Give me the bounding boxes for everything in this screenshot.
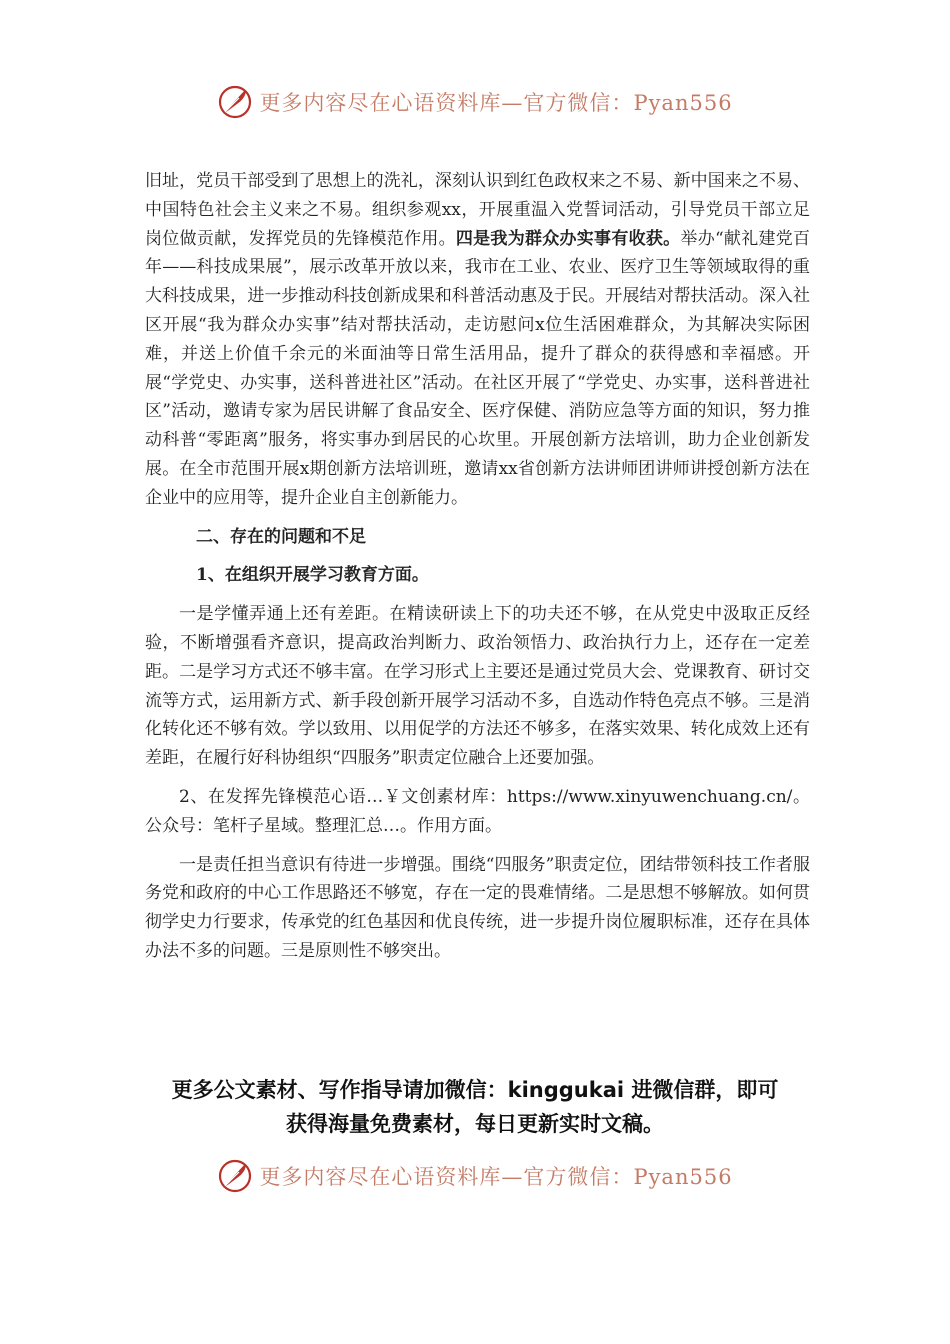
bold-phrase: 四是我为群众办实事有收获。: [455, 228, 681, 249]
header-wechat-id: Pyan556: [633, 91, 733, 115]
subsection-heading-1: 1、在组织开展学习教育方面。: [196, 565, 429, 586]
paragraph-3: 一是责任担当意识有待进一步增强。围绕“四服务”职责定位，团结带领科技工作者服务党和政府的中心工作思路还不够宽，存在一定的畏难情绪。二是思想不够解放。如何贯彻学史力行要求，传承党的红色基因和优良传统，进一步提升岗位履职标准，还存在具体办法不多的问题。三是原则性不够突出。: [145, 854, 810, 961]
header-title: 更多内容尽在心语资料库—官方微信：: [259, 91, 634, 115]
footer-wechat-id: Pyan556: [633, 1165, 733, 1189]
quill-pen-logo-icon: [217, 84, 253, 120]
footer-title: 更多内容尽在心语资料库—官方微信：: [259, 1165, 634, 1189]
section-heading: 二、存在的问题和不足: [196, 526, 366, 547]
paragraph-1: 旧址，党员干部受到了思想上的洗礼，深刻认识到红色政权来之不易、新中国来之不易、中国特色社会主义来之不易。组织参观xx，开展重温入党誓词活动，引导党员干部立足岗位做贡献，发挥党员的先锋模范作用。四是我为群众办实事有收获。举办“献礼建党百年——科技成果展”，展示改革开放以来，我市在工业、农业、医疗卫生等领域取得的重大科技成果，进一步推动科技创新成果和科普活动惠及于民。开展结对帮扶活动。深入社区开展“我为群众办实事”结对帮扶活动，走访慰问x位生活困难群众，为其解决实际困难，并送上价值千余元的米面油等日常生活用品，提升了群众的获得感和幸福感。开展“学党史、办实事，送科普进社区”活动。在社区开展了“学党史、办实事，送科普进社区”活动，邀请专家为居民讲解了食品安全、医疗保健、消防应急等方面的知识，努力推动科普“零距离”服务，将实事办到居民的心坎里。开展创新方法培训，助力企业创新发展。在全市范围开展x期创新方法培训班，邀请xx省创新方法讲师团讲师讲授创新方法在企业中的应用等，提升企业自主创新能力。: [145, 171, 811, 508]
header-watermark-bottom: [0, 1154, 950, 1198]
header-watermark-top: [0, 80, 950, 124]
promo-banner: [100, 1073, 850, 1141]
paragraph-2: 一是学懂弄通上还有差距。在精读研读上下的功夫还不够，在从党史中汲取正反经验，不断增强看齐意识，提高政治判断力、政治领悟力、政治执行力上，还存在一定差距。二是学习方式还不够丰富。在学习形式上主要还是通过党员大会、党课教育、研讨交流等方式，运用新方式、新手段创新开展学习活动不多，自选动作特色亮点不够。三是消化转化还不够有效。学以致用、以用促学的方法还不够多，在落实效果、转化成效上还有差距，在履行好科协组织“四服务”职责定位融合上还要加强。: [145, 604, 810, 769]
promo-line-2: 获得海量免费素材，每日更新实时文稿。: [286, 1112, 664, 1136]
document-body: [145, 167, 810, 966]
subsection-heading-2: 2、在发挥先锋模范心语…￥文创素材库：https://www.xinyuwenchuang.cn/。公众号：笔杆子星域。整理汇总…。作用方面。: [145, 786, 810, 836]
promo-line-1: 更多公文素材、写作指导请加微信：kinggukai 进微信群，即可: [171, 1078, 779, 1102]
header-text: [259, 87, 732, 117]
quill-pen-logo-icon: [217, 1158, 253, 1194]
footer-text: [259, 1161, 732, 1191]
